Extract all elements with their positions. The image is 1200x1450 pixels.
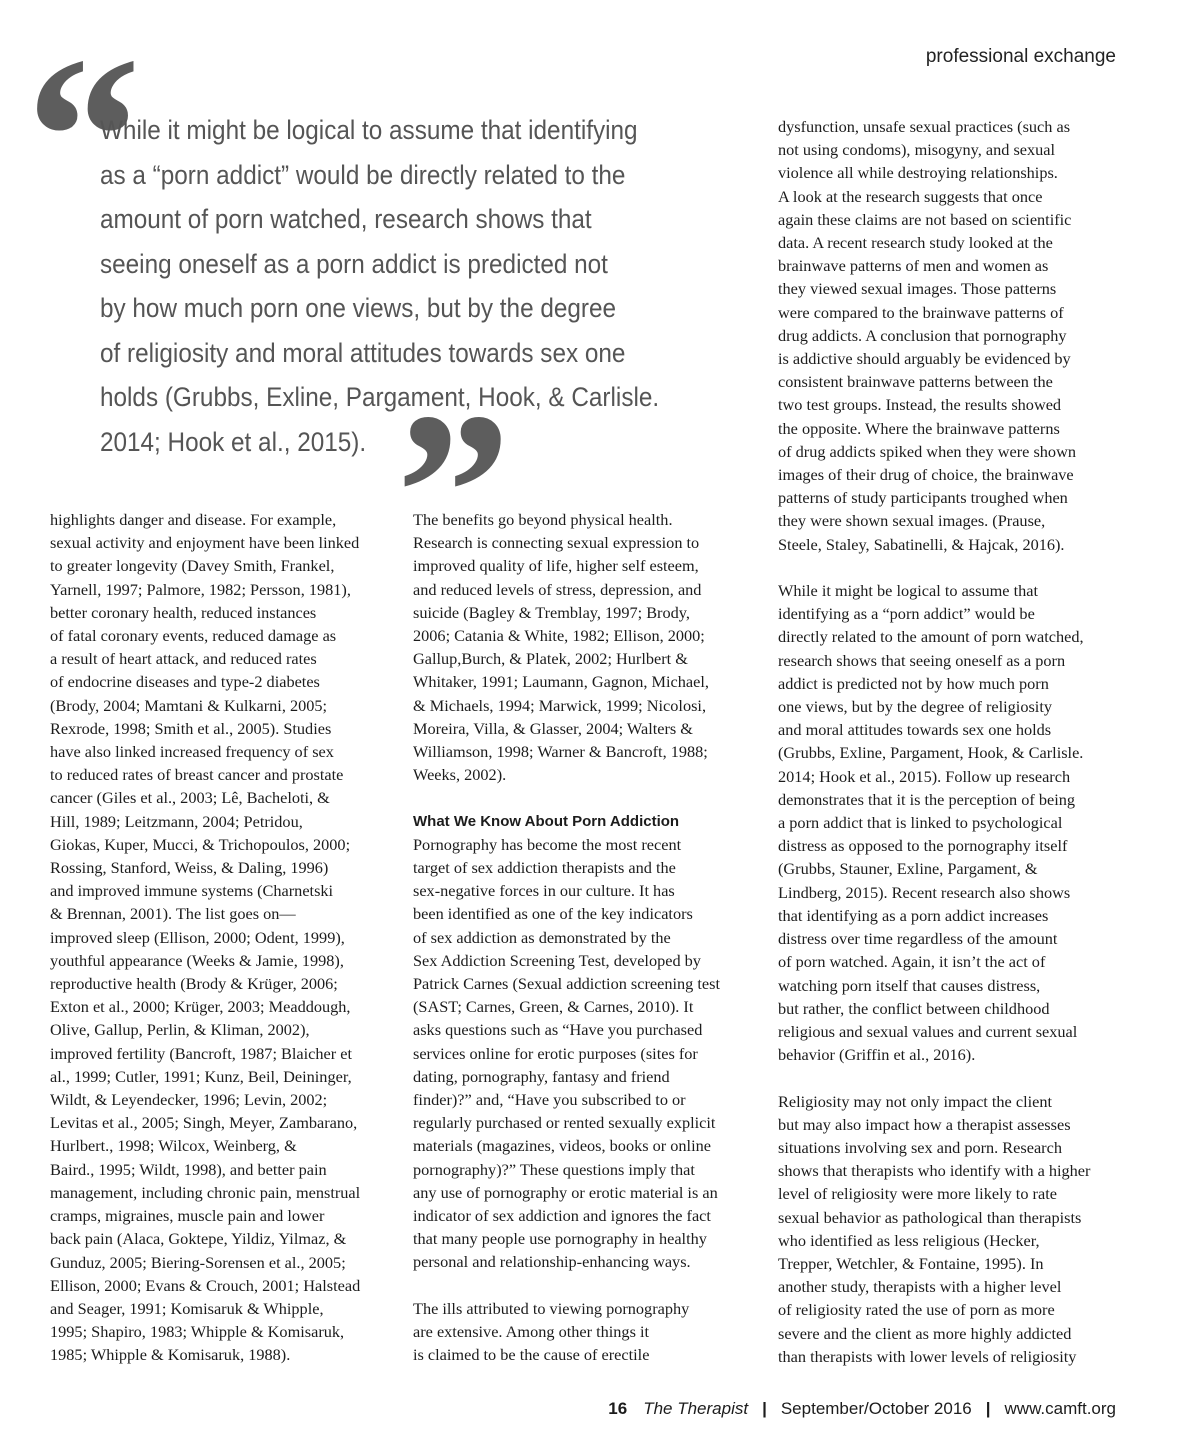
column-3 <box>778 115 1090 1368</box>
section-label: professional exchange <box>925 46 1116 67</box>
column-3-paragraph-2 <box>778 579 1090 1066</box>
text-line: of fatal coronary events, reduced damage as <box>50 626 337 646</box>
text-line: to reduced rates of breast cancer and prostate <box>50 765 344 785</box>
text-line: of endocrine diseases and type-2 diabetes <box>50 672 320 692</box>
text-line: level of religiosity were more likely to rate <box>778 1184 1057 1204</box>
text-line: religious and sexual values and current sexual <box>778 1021 1078 1041</box>
pull-quote-line: holds (Grubbs, Exline, Pargament, Hook, & Carlisle. <box>100 382 660 412</box>
text-line: data. A recent research study looked at the <box>778 233 1053 253</box>
text-line: dysfunction, unsafe sexual practices (such as <box>778 117 1071 136</box>
text-line: asks questions such as “Have you purchased <box>413 1020 703 1040</box>
text-line: finder)?” and, “Have you subscribed to or <box>413 1090 686 1110</box>
text-line: services online for erotic purposes (sites for <box>413 1043 698 1063</box>
text-line: (SAST; Carnes, Green, & Carnes, 2010). It <box>413 997 694 1017</box>
text-line: behavior (Griffin et al., 2016). <box>778 1045 976 1065</box>
text-line: Rossing, Stanford, Weiss, & Daling, 1996) <box>50 858 329 878</box>
text-line: distress over time regardless of the amount <box>778 929 1058 949</box>
text-line: demonstrates that it is the perception of being <box>778 789 1076 809</box>
text-line: to greater longevity (Davey Smith, Frankel, <box>50 556 335 576</box>
close-quote-mark: ” <box>396 365 483 620</box>
text-line: reproductive health (Brody & Krüger, 2006; <box>50 974 338 994</box>
text-line: shows that therapists who identify with a higher <box>778 1161 1091 1181</box>
text-line: 2014; Hook et al., 2015). Follow up research <box>778 766 1071 786</box>
text-line: Weeks, 2002). <box>413 765 507 785</box>
text-line: not using condoms), misogyny, and sexual <box>778 140 1056 160</box>
text-line: Trepper, Wetchler, & Fontaine, 1995). In <box>778 1253 1044 1273</box>
text-line: The benefits go beyond physical health. <box>413 510 673 529</box>
magazine-title: The Therapist <box>643 1399 749 1418</box>
text-line: While it might be logical to assume that <box>778 581 1038 601</box>
page-number: 16 <box>608 1399 628 1418</box>
column-2-paragraph-1 <box>413 508 720 786</box>
text-line: sex-negative forces in our culture. It has <box>413 881 675 901</box>
text-line: Steele, Staley, Sabatinelli, & Hajcak, 2016). <box>778 534 1065 554</box>
text-line: that identifying as a porn addict increases <box>778 905 1049 925</box>
text-line: Religiosity may not only impact the client <box>778 1091 1053 1111</box>
text-line: brainwave patterns of men and women as <box>778 256 1049 276</box>
column-3-paragraph-1 <box>778 115 1090 556</box>
text-line: Whitaker, 1991; Laumann, Gagnon, Michael, <box>413 672 709 692</box>
text-line: Hurlbert., 1998; Wilcox, Weinberg, & <box>50 1136 297 1156</box>
text-line: been identified as one of the key indicators <box>413 904 693 924</box>
column-2-paragraph-2 <box>413 833 720 1274</box>
column-1-paragraph-1 <box>50 508 360 1367</box>
text-line: another study, therapists with a higher level <box>778 1277 1062 1297</box>
text-line: (Brody, 2004; Mamtani & Kulkarni, 2005; <box>50 695 328 715</box>
text-line: severe and the client as more highly addicted <box>778 1323 1072 1343</box>
text-line: one views, but by the degree of religiosity <box>778 697 1052 717</box>
text-line: The ills attributed to viewing pornography <box>413 1298 690 1318</box>
text-line: two test groups. Instead, the results showed <box>778 395 1062 415</box>
text-line: materials (magazines, videos, books or online <box>413 1136 711 1156</box>
text-line: regularly purchased or rented sexually explicit <box>413 1113 716 1133</box>
text-line: Lindberg, 2015). Recent research also shows <box>778 882 1071 902</box>
column-1 <box>50 508 360 1367</box>
text-line: the opposite. Where the brainwave patterns <box>778 418 1060 438</box>
text-line: they viewed sexual images. Those patterns <box>778 279 1057 299</box>
text-line: target of sex addiction therapists and the <box>413 858 676 878</box>
pull-quote <box>100 108 676 464</box>
text-line: improved fertility (Bancroft, 1987; Blaicher et <box>50 1043 353 1063</box>
text-line: youthful appearance (Weeks & Jamie, 1998), <box>50 950 344 970</box>
text-line: they were shown sexual images. (Prause, <box>778 511 1046 531</box>
text-line: better coronary health, reduced instances <box>50 602 317 622</box>
text-line: a porn addict that is linked to psychological <box>778 813 1063 833</box>
text-line: suicide (Bagley & Tremblay, 1997; Brody, <box>413 602 690 622</box>
text-line: is addictive should arguably be evidenced by <box>778 349 1071 369</box>
footer-separator: | <box>985 1399 991 1418</box>
text-line: back pain (Alaca, Goktepe, Yildiz, Yilmaz, & <box>50 1229 347 1249</box>
website-link[interactable]: www.camft.org <box>1004 1399 1116 1418</box>
text-line: patterns of study participants troughed when <box>778 488 1068 508</box>
text-line: Research is connecting sexual expression to <box>413 533 700 553</box>
text-line: Gallup,Burch, & Platek, 2002; Hurlbert & <box>413 649 688 669</box>
open-quote-mark: “ <box>26 9 113 264</box>
text-line: identifying as a “porn addict” would be <box>778 604 1035 624</box>
text-line: drug addicts. A conclusion that pornography <box>778 325 1067 345</box>
text-line: situations involving sex and porn. Research <box>778 1137 1062 1157</box>
text-line: of sex addiction as demonstrated by the <box>413 927 671 947</box>
text-line: any use of pornography or erotic material is an <box>413 1182 718 1202</box>
text-line: Baird., 1995; Wildt, 1998), and better pain <box>50 1159 327 1179</box>
text-line: but may also impact how a therapist assesses <box>778 1114 1071 1134</box>
column-3-paragraph-3 <box>778 1090 1090 1368</box>
text-line: A look at the research suggests that once <box>778 186 1043 206</box>
text-line: & Michaels, 1994; Marwick, 1999; Nicolosi, <box>413 695 707 715</box>
column-2-paragraph-3 <box>413 1297 720 1367</box>
text-line: were compared to the brainwave patterns of <box>778 302 1064 322</box>
text-line: of religiosity rated the use of porn as more <box>778 1300 1055 1320</box>
pull-quote-line: While it might be logical to assume that identifying <box>100 115 638 145</box>
text-line: 1985; Whipple & Komisaruk, 1988). <box>50 1345 291 1365</box>
text-line: Levitas et al., 2005; Singh, Meyer, Zambarano, <box>50 1113 358 1133</box>
text-line: and improved immune systems (Charnetski <box>50 881 334 901</box>
text-line: sexual activity and enjoyment have been linked <box>50 533 360 553</box>
text-line: again these claims are not based on scientific <box>778 209 1072 229</box>
text-line: of drug addicts spiked when they were shown <box>778 441 1076 461</box>
text-line: images of their drug of choice, the brainwave <box>778 465 1074 485</box>
text-line: watching porn itself that causes distress, <box>778 975 1041 995</box>
pull-quote-line: by how much porn one views, but by the degree <box>100 293 617 323</box>
text-line: that many people use pornography in healthy <box>413 1229 707 1249</box>
text-line: (Grubbs, Exline, Pargament, Hook, & Carlisle. <box>778 743 1084 763</box>
text-line: Moreira, Villa, & Glasser, 2004; Walters & <box>413 718 693 738</box>
text-line: who identified as less religious (Hecker, <box>778 1230 1040 1250</box>
text-line: Ellison, 2000; Evans & Crouch, 2001; Halstead <box>50 1275 361 1295</box>
text-line: management, including chronic pain, menstrual <box>50 1182 361 1202</box>
text-line: cancer (Giles et al., 2003; Lê, Bacheloti, & <box>50 788 330 808</box>
text-line: highlights danger and disease. For example, <box>50 510 337 529</box>
text-line: have also linked increased frequency of sex <box>50 742 334 762</box>
section-heading: What We Know About Porn Addiction <box>413 812 680 830</box>
text-line: Olive, Gallup, Perlin, & Kliman, 2002), <box>50 1020 310 1040</box>
text-line: consistent brainwave patterns between the <box>778 372 1053 392</box>
text-line: distress as opposed to the pornography itself <box>778 836 1068 856</box>
text-line: Patrick Carnes (Sexual addiction screening test <box>413 974 720 994</box>
text-line: violence all while destroying relationships. <box>778 163 1058 183</box>
text-line: Yarnell, 1997; Palmore, 1982; Persson, 1981), <box>50 579 351 599</box>
text-line: but rather, the conflict between childhood <box>778 998 1050 1018</box>
issue-date: September/October 2016 <box>780 1399 972 1418</box>
text-line: addict is predicted not by how much porn <box>778 673 1049 693</box>
text-line: than therapists with lower levels of religiosity <box>778 1346 1077 1366</box>
text-line: and Seager, 1991; Komisaruk & Whipple, <box>50 1298 324 1318</box>
text-line: and moral attitudes towards sex one holds <box>778 720 1052 740</box>
pull-quote-line: as a “porn addict” would be directly related to the <box>100 159 626 190</box>
text-line: (Grubbs, Stauner, Exline, Pargament, & <box>778 859 1038 879</box>
text-line: 2006; Catania & White, 1982; Ellison, 2000; <box>413 626 705 646</box>
text-line: and reduced levels of stress, depression, and <box>413 579 702 599</box>
text-line: improved sleep (Ellison, 2000; Odent, 1999), <box>50 927 345 947</box>
text-line: indicator of sex addiction and ignores the fact <box>413 1206 711 1226</box>
text-line: directly related to the amount of porn watched, <box>778 627 1084 647</box>
text-line: of porn watched. Again, it isn’t the act of <box>778 952 1046 972</box>
text-line: personal and relationship-enhancing ways. <box>413 1252 691 1272</box>
text-line: is claimed to be the cause of erectile <box>413 1345 650 1365</box>
text-line: a result of heart attack, and reduced rates <box>50 649 317 669</box>
pull-quote-line: of religiosity and moral attitudes towards sex one <box>100 337 626 368</box>
footer-separator: | <box>762 1399 767 1418</box>
pull-quote-line: 2014; Hook et al., 2015). <box>100 426 367 457</box>
text-line: Williamson, 1998; Warner & Bancroft, 1988; <box>413 742 708 762</box>
text-line: Giokas, Kuper, Mucci, & Trichopoulos, 2000; <box>50 834 351 854</box>
text-line: Pornography has become the most recent <box>413 834 682 854</box>
pull-quote-line: amount of porn watched, research shows that <box>100 204 592 234</box>
text-line: dating, pornography, fantasy and friend <box>413 1066 670 1086</box>
text-line: improved quality of life, higher self esteem, <box>413 556 699 576</box>
pull-quote-line: seeing oneself as a porn addict is predicted not <box>100 248 608 279</box>
text-line: pornography)?” These questions imply that <box>413 1159 695 1179</box>
text-line: Hill, 1989; Leitzmann, 2004; Petridou, <box>50 811 303 831</box>
text-line: Exton et al., 2000; Krüger, 2003; Meaddough, <box>50 997 351 1017</box>
text-line: 1995; Shapiro, 1983; Whipple & Komisaruk, <box>50 1322 345 1342</box>
column-2 <box>413 508 720 1366</box>
text-line: Rexrode, 1998; Smith et al., 2005). Studies <box>50 718 332 738</box>
text-line: Gunduz, 2005; Biering-Sorensen et al., 2005; <box>50 1252 346 1272</box>
text-line: & Brennan, 2001). The list goes on— <box>50 904 296 924</box>
text-line: al., 1999; Cutler, 1991; Kunz, Beil, Deininger, <box>50 1066 352 1086</box>
text-line: sexual behavior as pathological than therapists <box>778 1207 1082 1227</box>
page-footer <box>608 1399 1116 1419</box>
text-line: Wildt, & Leyendecker, 1996; Levin, 2002; <box>50 1090 328 1110</box>
text-line: cramps, migraines, muscle pain and lower <box>50 1206 325 1226</box>
text-line: Sex Addiction Screening Test, developed by <box>413 950 701 970</box>
text-line: research shows that seeing oneself as a porn <box>778 650 1066 670</box>
text-line: are extensive. Among other things it <box>413 1322 650 1342</box>
